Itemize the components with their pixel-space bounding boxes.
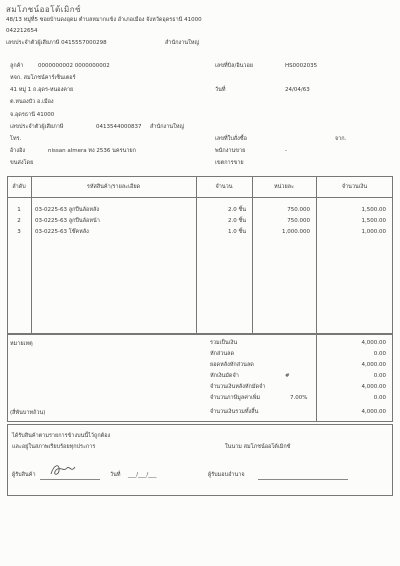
items-table bbox=[7, 176, 393, 334]
receiver-signature bbox=[48, 462, 78, 478]
summary-label: จำนวนภาษีมูลค่าเพิ่ม bbox=[210, 395, 261, 401]
customer-address-2: ต.หนองบัว อ.เมือง bbox=[10, 99, 54, 105]
table-row-qty: 2.0 ชิ้น bbox=[228, 207, 246, 213]
company-branch: สำนักงานใหญ่ bbox=[165, 40, 200, 46]
column-divider bbox=[196, 176, 197, 334]
table-row-item: 03-0225-63 ลูกปืนล้อหน้า bbox=[35, 218, 100, 224]
column-divider bbox=[31, 176, 32, 334]
customer-tax-id: 0413544000837 bbox=[96, 124, 142, 130]
table-row-no: 3 bbox=[17, 229, 21, 235]
receiver-sign-line bbox=[40, 479, 100, 480]
table-row-amount: 1,500.00 bbox=[361, 218, 386, 224]
summary-label: จำนวนเงินหลังหักมัดจำ bbox=[210, 384, 266, 390]
summary-label: ยอดหลังหักส่วนลด bbox=[210, 362, 254, 368]
receiver-label: ผู้รับสินค้า bbox=[12, 472, 36, 478]
customer-ref-value: nissan almera ทง 2536 นครนายก bbox=[48, 148, 136, 154]
summary-value: 4,000.00 bbox=[361, 362, 386, 368]
table-row-amount: 1,500.00 bbox=[361, 207, 386, 213]
doc-no-label: เลขที่บิล/อินวอย bbox=[215, 63, 254, 69]
header-amount: จำนวนเงิน bbox=[341, 184, 368, 190]
header-item: รหัสสินค้า/รายละเอียด bbox=[86, 184, 141, 190]
company-phone: 042212654 bbox=[6, 28, 38, 34]
column-divider bbox=[316, 176, 317, 334]
remark-label: หมายเหตุ bbox=[10, 341, 33, 347]
vat-rate: 7.00% bbox=[290, 395, 308, 401]
summary-label: หักเงินมัดจำ bbox=[210, 373, 239, 379]
doc-sales-value: - bbox=[285, 148, 287, 154]
footer-received-text: ได้รับสินค้าตามรายการข้างบนนี้ไว้ถูกต้อง bbox=[12, 433, 111, 439]
footer-company-name: ในนาม สมโภชน์ออโต้เมิกซ์ bbox=[225, 444, 291, 450]
company-address: 48/13 หมู่ที่5 ซอยบ้านดงอุดม ตำบลหมากแข้ง อำเภอเมือง จังหวัดอุดรธานี 41000 bbox=[6, 17, 202, 23]
summary-value: 0.00 bbox=[373, 373, 386, 379]
customer-tax-branch: สำนักงานใหญ่ bbox=[150, 124, 185, 130]
footer-condition-text: และอยู่ในสภาพเรียบร้อยทุกประการ bbox=[12, 444, 96, 450]
customer-code: 0000000002 0000000002 bbox=[38, 63, 110, 69]
column-divider bbox=[252, 176, 253, 334]
customer-code-label: ลูกค้า bbox=[10, 63, 24, 69]
summary-label: จำนวนเงินรวมทั้งสิ้น bbox=[210, 409, 259, 415]
summary-value: 0.00 bbox=[373, 395, 386, 401]
receive-date-label: วันที่ bbox=[110, 472, 121, 478]
company-name: สมโภชน์ออโต้เมิกซ์ bbox=[6, 5, 82, 14]
summary-value: 4,000.00 bbox=[361, 340, 386, 346]
table-row-price: 750.000 bbox=[287, 218, 310, 224]
table-row-price: 750.000 bbox=[287, 207, 310, 213]
authorized-label: ผู้รับมอบอำนาจ bbox=[208, 472, 245, 478]
summary-label: รวมเป็นเงิน bbox=[210, 340, 238, 346]
customer-name: หจก. สมโภชน์คาร์เซ็นเตอร์ bbox=[10, 75, 76, 81]
header-no: ลำดับ bbox=[12, 184, 26, 190]
customer-ref-label: อ้างอิง bbox=[10, 148, 26, 154]
table-row-no: 1 bbox=[17, 207, 21, 213]
table-row-no: 2 bbox=[17, 218, 21, 224]
table-row-price: 1,000.000 bbox=[282, 229, 310, 235]
customer-tel-label: โทร. bbox=[10, 136, 22, 142]
doc-date-label: วันที่ bbox=[215, 87, 226, 93]
summary-value: 4,000.00 bbox=[361, 409, 386, 415]
table-row-item: 03-0225-63 ลูกปืนล้อหลัง bbox=[35, 207, 100, 213]
doc-sales-label: พนักงานขาย bbox=[215, 148, 246, 154]
customer-address-3: จ.อุดรธานี 41000 bbox=[10, 112, 55, 118]
customer-tax-label: เลขประจำตัวผู้เสียภาษี bbox=[10, 124, 64, 130]
table-row-qty: 2.0 ชิ้น bbox=[228, 218, 246, 224]
summary-label: หักส่วนลด bbox=[210, 351, 235, 357]
doc-po-label: เลขที่ใบสั่งซื้อ bbox=[215, 136, 247, 142]
doc-no-value: HS0002035 bbox=[285, 63, 318, 69]
company-tax-id: เลขประจำตัวผู้เสียภาษี 0415557000298 bbox=[6, 40, 107, 46]
doc-from-label: จาก. bbox=[335, 136, 347, 142]
amount-in-words: (สี่พันบาทถ้วน) bbox=[10, 410, 46, 416]
receive-date-blank: ___/___/___ bbox=[128, 472, 157, 478]
customer-address-1: 41 หมู่ 1 ถ.อุดร-หนองคาย bbox=[10, 87, 74, 93]
table-row-qty: 1.0 ชิ้น bbox=[228, 229, 246, 235]
table-row-amount: 1,000.00 bbox=[361, 229, 386, 235]
authorized-sign-line bbox=[258, 479, 348, 480]
header-qty: จำนวน bbox=[215, 184, 233, 190]
summary-value: 0.00 bbox=[373, 351, 386, 357]
doc-date-value: 24/04/63 bbox=[285, 87, 310, 93]
table-row-item: 03-0225-63 โช๊คหลัง bbox=[35, 229, 89, 235]
table-header-divider bbox=[7, 197, 393, 198]
doc-credit-label: เขตการขาย bbox=[215, 160, 244, 166]
vat-hash: # bbox=[285, 373, 290, 379]
header-price: หน่วยละ bbox=[273, 184, 295, 190]
summary-value: 4,000.00 bbox=[361, 384, 386, 390]
customer-ship-label: ขนส่งโดย bbox=[10, 160, 34, 166]
